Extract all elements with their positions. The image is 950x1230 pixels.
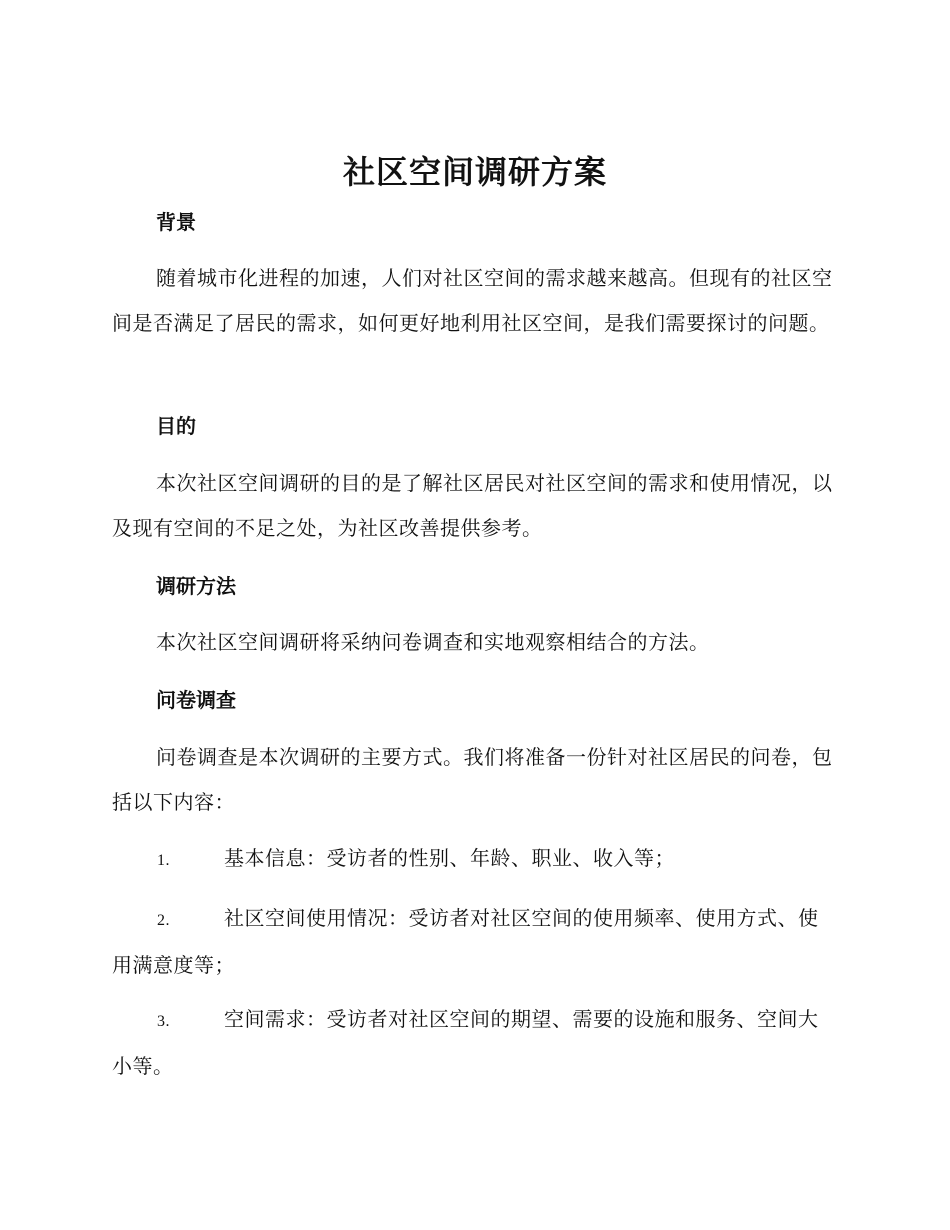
section-body-background: 随着城市化进程的加速，人们对社区空间的需求越来越高。但现有的社区空间是否满足了居民的需求，如何更好地利用社区空间，是我们需要探讨的问题。 — [112, 266, 833, 335]
list-item-text: 社区空间使用情况：受访者对社区空间的使用频率、使用方式、使用满意度等； — [112, 906, 819, 977]
list-item-text: 基本信息：受访者的性别、年龄、职业、收入等； — [224, 846, 675, 870]
section-heading-method: 调研方法 — [156, 574, 236, 598]
list-item — [112, 997, 834, 1089]
list-item-number: 2. — [157, 912, 170, 929]
section-body-purpose: 本次社区空间调研的目的是了解社区居民对社区空间的需求和使用情况，以及现有空间的不足之处，为社区改善提供参考。 — [112, 471, 833, 540]
section-body-questionnaire: 问卷调查是本次调研的主要方式。我们将准备一份针对社区居民的问卷，包括以下内容： — [112, 745, 833, 814]
section-heading-questionnaire: 问卷调查 — [156, 688, 236, 712]
section-heading-background: 背景 — [156, 210, 196, 234]
list-item — [112, 836, 834, 883]
list-item-text: 空间需求：受访者对社区空间的期望、需要的设施和服务、空间大小等。 — [112, 1007, 819, 1078]
list-item-number: 1. — [157, 852, 170, 869]
document-title: 社区空间调研方案 — [342, 153, 607, 191]
list-item-number: 3. — [157, 1013, 170, 1030]
section-heading-purpose: 目的 — [156, 414, 196, 438]
list-item — [112, 896, 834, 988]
section-body-method: 本次社区空间调研将采纳问卷调查和实地观察相结合的方法。 — [156, 630, 710, 654]
